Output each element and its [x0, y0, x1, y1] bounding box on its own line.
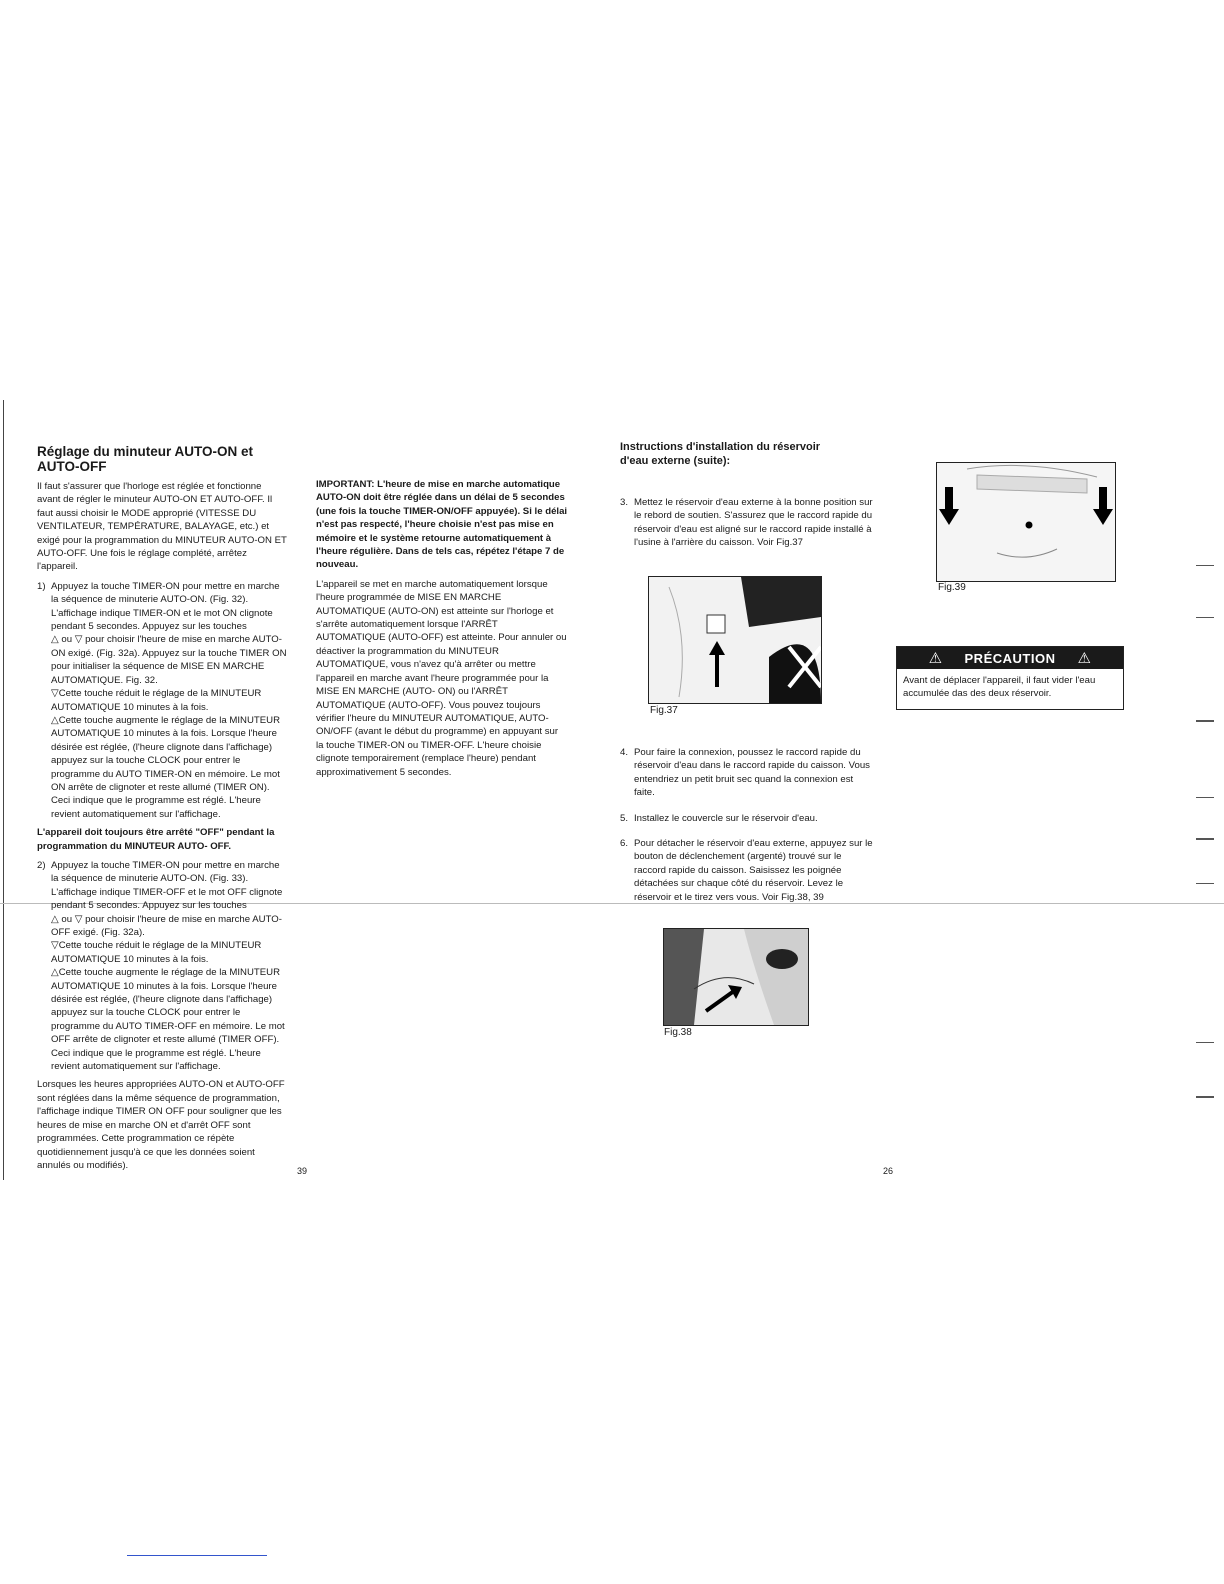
step-text: Mettez le réservoir d'eau externe à la bonne position sur le rebord de soutien. S'assurez que le raccord rapide du réservoir d'eau est aligné sur le raccord rapide installé à l'usine à l'arrière du caisson. Voir Fig.37: [634, 497, 873, 549]
step-text: Cette touche augmente le réglage de la MINUTEUR AUTOMATIQUE 10 minutes à la fois. Lorsque l'heure désirée est réglée, (l'heure clignote dans l'affichage) appuyez sur la touche CLOCK pour entrer le programme du AUTO TIMER-OFF en mémoire. Le mot OFF arrête de clignoter et reste allumé (TIMER OFF). Ceci indique que le programme est réglé. L'heure revient automatiquement sur l'affichage.: [51, 967, 285, 1073]
edge-mark: [1196, 838, 1214, 840]
caution-text: Avant de déplacer l'appareil, il faut vider l'eau accumulée das des deux réservoir.: [903, 675, 1096, 699]
step-number: 6.: [620, 838, 629, 850]
step-1: [37, 580, 287, 821]
down-triangle-icon: ▽: [51, 940, 59, 952]
figure-38: [663, 928, 809, 1026]
step-5: [620, 812, 875, 825]
step-2: [37, 859, 287, 1074]
edge-mark: [1196, 1096, 1214, 1098]
step-number: 3.: [620, 497, 629, 508]
bottom-link-line: [127, 1555, 267, 1556]
step-text: Cette touche augmente le réglage de la MINUTEUR AUTOMATIQUE 10 minutes à la fois. Lorsque l'heure désirée est réglée, (l'heure clignote dans l'affichage) appuyez sur la touche CLOCK pour entrer le programme du AUTO TIMER-ON en mémoire. Le mot ON arrête de clignoter et reste allumé (TIMER ON). Ceci indique que le programme est réglé. L'heure revient automatiquement sur l'affichage.: [51, 714, 281, 820]
step-number: 5.: [620, 812, 629, 824]
caution-header: [897, 647, 1123, 669]
edge-mark: [1196, 565, 1214, 566]
body-paragraph: L'appareil se met en marche automatiquement lorsque l'heure programmée de MISE EN MARCHE AUTOMATIQUE (AUTO-ON) est atteinte sur l'horloge et s'arrête automatiquement lorsque l'ARRÊT AUTOMATIQUE (AUTO-OFF) est atteinte. Pour annuler ou déactiver la programmation du MINUTEUR AUTOMATIQUE, vous n'avez qu'à arrêter ou mettre l'appareil en marche avant l'heure programmée pour la MISE EN MARCHE (AUTO- ON) ou l'ARRÊT AUTOMATIQUE (AUTO-OFF). Vous pouvez toujours vérifier l'heure du MINUTEUR AUTOMATIQUE, AUTO- ON/OFF (avant le début du programme) en appuyant sur la touche TIMER-ON ou TIMER-OFF. L'heure choisie clignote temporairement (remplace l'heure) pendant approximativement 5 secondes.: [316, 578, 567, 778]
warning-icon: ⚠: [1077, 650, 1092, 667]
step-text: pour choisir l'heure de mise en marche AUTO-OFF exigé. (Fig. 32a).: [51, 913, 282, 938]
page-number-left: 39: [297, 1166, 308, 1176]
step-3: [620, 496, 875, 555]
fig38-caption: Fig.38: [664, 1027, 692, 1038]
step-text: Pour faire la connexion, poussez le raccord rapide du réservoir d'eau dans le raccord rapide du caisson. Vous entendriez un petit bruit sec quand la connexion est faite.: [634, 747, 870, 799]
intro-paragraph: Il faut s'assurer que l'horloge est réglée et fonctionne avant de régler le minuteur AUTO-ON ET AUTO-OFF. Il faut aussi choisir le MODE approprié (VITESSE DU VENTILATEUR, TEMPÉRATURE, BALAYAGE, etc.) et exigé pour la programmation du MINUTEUR AUTO-ON ET AUTO-OFF. Une fois le réglage complété, arrêtez l'appareil.: [37, 481, 287, 573]
step-text: Cette touche réduit le réglage de la MINUTEUR AUTOMATIQUE 10 minutes à la fois.: [51, 940, 262, 965]
caution-box: [896, 646, 1124, 710]
step-text: Appuyez la touche TIMER-ON pour mettre en marche la séquence de minuterie AUTO-ON. (Fig. 32). L'affichage indique TIMER-ON et le mot ON clignote pendant 5 secondes. Appuyez sur les touches: [51, 580, 280, 633]
down-triangle-icon: ▽: [74, 634, 83, 646]
closing-paragraph: Lorsques les heures appropriées AUTO-ON et AUTO-OFF sont réglées dans la même séquence de programmation, l'affichage indique TIMER ON OFF pour souligner que les heures de mise en marche ON et d'arrêt OFF sont programmées. Cette programmation ce répète quotidiennement jusqu'à ce que les données soient annulés ou modifiés).: [37, 1079, 285, 1171]
section-title: Réglage du minuteur AUTO-ON et AUTO-OFF: [37, 444, 254, 474]
connector-illustration: [649, 577, 821, 703]
step-number: 4.: [620, 747, 629, 758]
edge-mark: [1196, 797, 1214, 798]
step-text: Appuyez la touche TIMER-ON pour mettre en marche la séquence de minuterie AUTO-ON. (Fig. 33). L'affichage indique TIMER-OFF et le mot OFF clignote pendant 5 secondes. Appuyez sur les touches: [51, 859, 283, 912]
left-column: [37, 480, 287, 1178]
step-number: 2): [37, 859, 46, 871]
up-triangle-icon: △: [51, 634, 59, 646]
middle-column: [316, 478, 568, 785]
down-triangle-icon: ▽: [74, 913, 83, 925]
figure-37: [648, 576, 822, 704]
instructions-title: Instructions d'installation du réservoir d'eau externe (suite):: [620, 441, 821, 467]
up-triangle-icon: △: [51, 913, 59, 925]
figure-39: [936, 462, 1116, 582]
step-text: ou: [61, 634, 73, 646]
step-text: ou: [61, 913, 73, 925]
step-number: 1): [37, 580, 46, 592]
fig37-caption: Fig.37: [650, 705, 678, 716]
edge-mark: [1196, 720, 1214, 722]
important-paragraph: IMPORTANT: L'heure de mise en marche automatique AUTO-ON doit être réglée dans un délai de 5 secondes (une fois la touche TIMER-ON/OFF appuyée). Si le délai n'est pas respecté, l'heure choisie n'est pas mise en mémoire et le système retourne automatiquement à l'heure régulière. Dans de tels cas, répétez l'étape 7 de nouveau.: [316, 479, 568, 571]
warning-icon: ⚠: [928, 650, 943, 667]
caution-title: PRÉCAUTION: [964, 650, 1056, 666]
note-paragraph: L'appareil doit toujours être arrêté "OFF" pendant la programmation du MINUTEUR AUTO- OFF.: [37, 827, 275, 852]
step-text: Cette touche réduit le réglage de la MINUTEUR AUTOMATIQUE 10 minutes à la fois.: [51, 688, 262, 713]
step-text: Installez le couvercle sur le réservoir d'eau.: [634, 812, 818, 824]
edge-mark: [1196, 617, 1214, 618]
up-triangle-icon: △: [51, 714, 59, 726]
edge-mark: [1196, 1042, 1214, 1043]
edge-mark: [1196, 883, 1214, 884]
tank-removal-illustration: [937, 463, 1115, 581]
page-number-right: 26: [883, 1166, 894, 1176]
release-button-illustration: [664, 929, 808, 1025]
step-4: [620, 746, 875, 800]
fig39-caption: Fig.39: [938, 582, 966, 593]
left-margin-line: [3, 400, 4, 1180]
down-triangle-icon: ▽: [51, 688, 59, 700]
step-text: pour choisir l'heure de mise en marche AUTO-ON exigé. (Fig. 32a). Appuyez sur la touche TIMER ON pour initialiser la séquence de MISE EN MARCHE AUTOMATIQUE. Fig. 32.: [51, 634, 287, 686]
step-text: Pour détacher le réservoir d'eau externe, appuyez sur le bouton de déclenchement (argenté) trouvé sur le raccord rapide du caisson. Saisissez les poignée détachées sur chaque côté du réservoir. Levez le réservoir et le tirez vers vous. Voir Fig.38, 39: [634, 838, 873, 903]
steps-4-6: [620, 746, 875, 909]
up-triangle-icon: △: [51, 967, 59, 979]
step-6: [620, 837, 875, 904]
